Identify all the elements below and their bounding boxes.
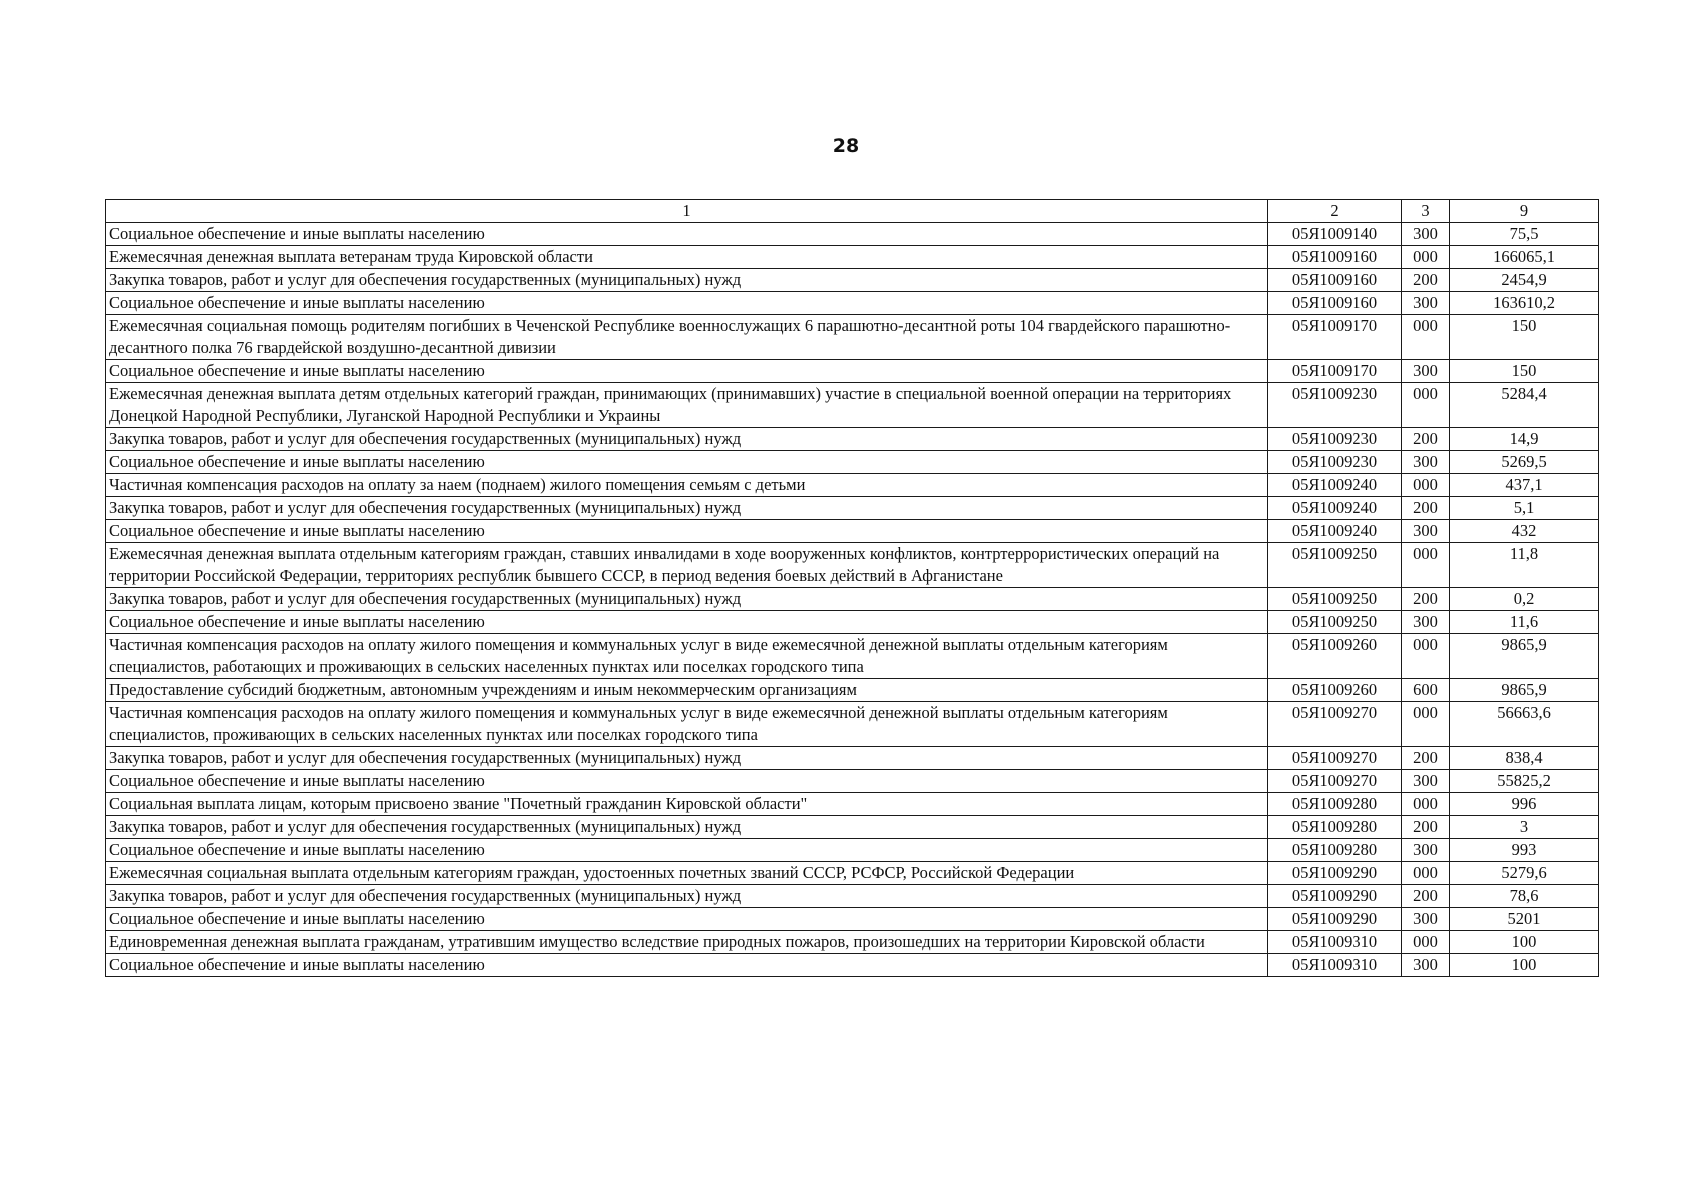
row-amount: 993 xyxy=(1450,839,1599,862)
table-row xyxy=(106,839,1599,862)
row-code: 05Я1009250 xyxy=(1268,543,1402,588)
table-row xyxy=(106,954,1599,977)
row-code: 05Я1009170 xyxy=(1268,315,1402,360)
row-vr: 000 xyxy=(1402,702,1450,747)
row-vr: 000 xyxy=(1402,246,1450,269)
row-code: 05Я1009230 xyxy=(1268,451,1402,474)
table-row xyxy=(106,747,1599,770)
table-row xyxy=(106,497,1599,520)
row-code: 05Я1009160 xyxy=(1268,292,1402,315)
row-vr: 300 xyxy=(1402,360,1450,383)
row-code: 05Я1009310 xyxy=(1268,931,1402,954)
table-row xyxy=(106,770,1599,793)
row-vr: 200 xyxy=(1402,269,1450,292)
row-amount: 5201 xyxy=(1450,908,1599,931)
row-amount: 437,1 xyxy=(1450,474,1599,497)
header-col-code: 2 xyxy=(1268,200,1402,223)
row-vr: 000 xyxy=(1402,315,1450,360)
row-vr: 300 xyxy=(1402,770,1450,793)
header-col-vr: 3 xyxy=(1402,200,1450,223)
row-vr: 300 xyxy=(1402,839,1450,862)
row-amount: 996 xyxy=(1450,793,1599,816)
row-code: 05Я1009290 xyxy=(1268,862,1402,885)
row-code: 05Я1009310 xyxy=(1268,954,1402,977)
row-vr: 300 xyxy=(1402,451,1450,474)
row-vr: 000 xyxy=(1402,931,1450,954)
row-vr: 000 xyxy=(1402,543,1450,588)
row-amount: 78,6 xyxy=(1450,885,1599,908)
row-vr: 000 xyxy=(1402,862,1450,885)
row-code: 05Я1009280 xyxy=(1268,793,1402,816)
row-vr: 300 xyxy=(1402,954,1450,977)
row-code: 05Я1009170 xyxy=(1268,360,1402,383)
row-code: 05Я1009280 xyxy=(1268,816,1402,839)
row-name: Частичная компенсация расходов на оплату жилого помещения и коммунальных услуг в виде ежемесячной денежной выплаты отдельным категориям специалистов, работающих и проживающих в сельских населенных пунктах или поселках городского типа xyxy=(106,634,1268,679)
table-row xyxy=(106,428,1599,451)
row-name: Закупка товаров, работ и услуг для обеспечения государственных (муниципальных) нужд xyxy=(106,428,1268,451)
row-code: 05Я1009240 xyxy=(1268,497,1402,520)
table-row xyxy=(106,634,1599,679)
row-amount: 55825,2 xyxy=(1450,770,1599,793)
row-amount: 9865,9 xyxy=(1450,634,1599,679)
row-amount: 2454,9 xyxy=(1450,269,1599,292)
row-code: 05Я1009230 xyxy=(1268,383,1402,428)
table-row xyxy=(106,679,1599,702)
row-name: Социальное обеспечение и иные выплаты населению xyxy=(106,908,1268,931)
row-name: Единовременная денежная выплата гражданам, утратившим имущество вследствие природных пожаров, произошедших на территории Кировской области xyxy=(106,931,1268,954)
row-vr: 200 xyxy=(1402,747,1450,770)
row-vr: 200 xyxy=(1402,497,1450,520)
row-name: Ежемесячная социальная помощь родителям погибших в Чеченской Республике военнослужащих 6 парашютно-десантной роты 104 гвардейского парашютно-десантного полка 76 гвардейской воздушно-десантной дивизии xyxy=(106,315,1268,360)
table-row xyxy=(106,702,1599,747)
row-amount: 0,2 xyxy=(1450,588,1599,611)
row-amount: 9865,9 xyxy=(1450,679,1599,702)
row-vr: 200 xyxy=(1402,588,1450,611)
row-code: 05Я1009250 xyxy=(1268,588,1402,611)
row-name: Частичная компенсация расходов на оплату за наем (поднаем) жилого помещения семьям с детьми xyxy=(106,474,1268,497)
row-name: Закупка товаров, работ и услуг для обеспечения государственных (муниципальных) нужд xyxy=(106,816,1268,839)
row-vr: 300 xyxy=(1402,908,1450,931)
row-vr: 000 xyxy=(1402,474,1450,497)
row-code: 05Я1009260 xyxy=(1268,634,1402,679)
table-row xyxy=(106,315,1599,360)
row-name: Социальное обеспечение и иные выплаты населению xyxy=(106,292,1268,315)
table-row xyxy=(106,360,1599,383)
row-amount: 838,4 xyxy=(1450,747,1599,770)
row-name: Социальное обеспечение и иные выплаты населению xyxy=(106,360,1268,383)
page-number: 28 xyxy=(832,135,860,157)
row-amount: 5284,4 xyxy=(1450,383,1599,428)
header-col-amount: 9 xyxy=(1450,200,1599,223)
row-name: Социальное обеспечение и иные выплаты населению xyxy=(106,611,1268,634)
row-vr: 200 xyxy=(1402,816,1450,839)
row-vr: 300 xyxy=(1402,223,1450,246)
row-amount: 5,1 xyxy=(1450,497,1599,520)
table-row xyxy=(106,292,1599,315)
row-name: Закупка товаров, работ и услуг для обеспечения государственных (муниципальных) нужд xyxy=(106,747,1268,770)
budget-table xyxy=(105,199,1599,977)
row-code: 05Я1009240 xyxy=(1268,520,1402,543)
row-amount: 150 xyxy=(1450,360,1599,383)
row-amount: 100 xyxy=(1450,954,1599,977)
table-row xyxy=(106,451,1599,474)
row-name: Ежемесячная денежная выплата отдельным категориям граждан, ставших инвалидами в ходе вооруженных конфликтов, контртеррористических операций на территории Российской Федерации, территориях республик бывшего СССР, в период ведения боевых действий в Афганистане xyxy=(106,543,1268,588)
row-name: Ежемесячная денежная выплата детям отдельных категорий граждан, принимающих (принимавших) участие в специальной военной операции на территориях Донецкой Народной Республики, Луганской Народной Республики и Украины xyxy=(106,383,1268,428)
row-amount: 432 xyxy=(1450,520,1599,543)
table-row xyxy=(106,793,1599,816)
row-name: Социальное обеспечение и иные выплаты населению xyxy=(106,954,1268,977)
table-row xyxy=(106,588,1599,611)
row-amount: 75,5 xyxy=(1450,223,1599,246)
row-amount: 5269,5 xyxy=(1450,451,1599,474)
row-amount: 11,6 xyxy=(1450,611,1599,634)
table-row xyxy=(106,246,1599,269)
row-amount: 14,9 xyxy=(1450,428,1599,451)
table-row xyxy=(106,885,1599,908)
row-vr: 200 xyxy=(1402,885,1450,908)
table-row xyxy=(106,611,1599,634)
row-code: 05Я1009140 xyxy=(1268,223,1402,246)
row-vr: 200 xyxy=(1402,428,1450,451)
row-name: Социальное обеспечение и иные выплаты населению xyxy=(106,223,1268,246)
row-code: 05Я1009290 xyxy=(1268,908,1402,931)
row-amount: 56663,6 xyxy=(1450,702,1599,747)
row-code: 05Я1009250 xyxy=(1268,611,1402,634)
table-row xyxy=(106,816,1599,839)
row-amount: 166065,1 xyxy=(1450,246,1599,269)
row-code: 05Я1009270 xyxy=(1268,747,1402,770)
row-code: 05Я1009270 xyxy=(1268,702,1402,747)
table-header-row xyxy=(106,200,1599,223)
row-code: 05Я1009160 xyxy=(1268,246,1402,269)
row-code: 05Я1009230 xyxy=(1268,428,1402,451)
row-amount: 100 xyxy=(1450,931,1599,954)
row-name: Социальное обеспечение и иные выплаты населению xyxy=(106,451,1268,474)
header-col-name: 1 xyxy=(106,200,1268,223)
row-code: 05Я1009160 xyxy=(1268,269,1402,292)
row-code: 05Я1009280 xyxy=(1268,839,1402,862)
row-name: Ежемесячная денежная выплата ветеранам труда Кировской области xyxy=(106,246,1268,269)
table-row xyxy=(106,269,1599,292)
table-body xyxy=(106,223,1599,977)
row-vr: 300 xyxy=(1402,520,1450,543)
table-row xyxy=(106,931,1599,954)
row-code: 05Я1009270 xyxy=(1268,770,1402,793)
table-row xyxy=(106,908,1599,931)
row-name: Предоставление субсидий бюджетным, автономным учреждениям и иным некоммерческим организациям xyxy=(106,679,1268,702)
row-amount: 3 xyxy=(1450,816,1599,839)
row-vr: 300 xyxy=(1402,611,1450,634)
row-vr: 000 xyxy=(1402,383,1450,428)
table-row xyxy=(106,862,1599,885)
table-row xyxy=(106,383,1599,428)
table-row xyxy=(106,520,1599,543)
row-name: Социальное обеспечение и иные выплаты населению xyxy=(106,770,1268,793)
row-name: Социальное обеспечение и иные выплаты населению xyxy=(106,839,1268,862)
row-vr: 600 xyxy=(1402,679,1450,702)
row-name: Закупка товаров, работ и услуг для обеспечения государственных (муниципальных) нужд xyxy=(106,885,1268,908)
row-amount: 11,8 xyxy=(1450,543,1599,588)
row-name: Социальная выплата лицам, которым присвоено звание "Почетный гражданин Кировской области" xyxy=(106,793,1268,816)
row-name: Закупка товаров, работ и услуг для обеспечения государственных (муниципальных) нужд xyxy=(106,497,1268,520)
row-name: Социальное обеспечение и иные выплаты населению xyxy=(106,520,1268,543)
row-name: Ежемесячная социальная выплата отдельным категориям граждан, удостоенных почетных званий СССР, РСФСР, Российской Федерации xyxy=(106,862,1268,885)
row-name: Частичная компенсация расходов на оплату жилого помещения и коммунальных услуг в виде ежемесячной денежной выплаты отдельным категориям специалистов, проживающих в сельских населенных пунктах или поселках городского типа xyxy=(106,702,1268,747)
row-vr: 000 xyxy=(1402,793,1450,816)
row-vr: 000 xyxy=(1402,634,1450,679)
row-amount: 150 xyxy=(1450,315,1599,360)
row-vr: 300 xyxy=(1402,292,1450,315)
table-row xyxy=(106,223,1599,246)
table-row xyxy=(106,543,1599,588)
row-name: Закупка товаров, работ и услуг для обеспечения государственных (муниципальных) нужд xyxy=(106,588,1268,611)
row-name: Закупка товаров, работ и услуг для обеспечения государственных (муниципальных) нужд xyxy=(106,269,1268,292)
row-amount: 163610,2 xyxy=(1450,292,1599,315)
row-code: 05Я1009240 xyxy=(1268,474,1402,497)
row-code: 05Я1009260 xyxy=(1268,679,1402,702)
row-amount: 5279,6 xyxy=(1450,862,1599,885)
table-row xyxy=(106,474,1599,497)
row-code: 05Я1009290 xyxy=(1268,885,1402,908)
